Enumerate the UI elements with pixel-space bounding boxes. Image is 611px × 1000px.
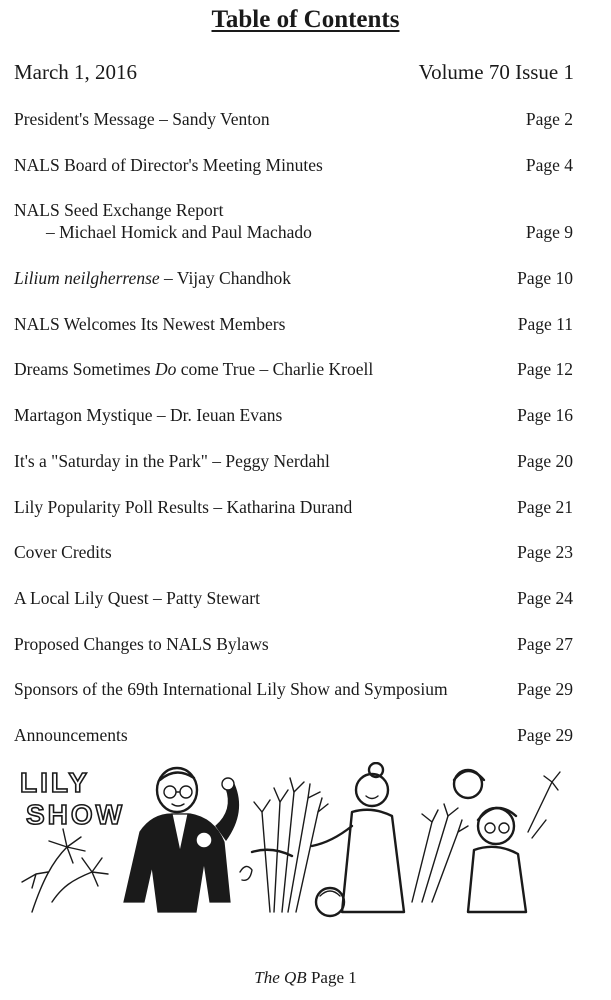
toc-entry-text: – Vijay Chandhok (159, 268, 291, 289)
issue-volume: Volume 70 Issue 1 (418, 60, 574, 84)
toc-entry-italic: Do (154, 359, 177, 380)
toc-entry[interactable] (14, 404, 573, 426)
lily-flowers-left (22, 829, 108, 912)
toc-entry-title (14, 678, 448, 700)
page-footer (0, 968, 611, 988)
toc-entry[interactable] (14, 358, 573, 380)
toc-entry-text: NALS Welcomes Its Newest Members (14, 313, 286, 334)
toc-entry-text: Sponsors of the 69th International Lily Show and Symposium (14, 679, 448, 700)
toc-entry[interactable] (14, 541, 573, 563)
toc-entry-text: NALS Board of Director's Meeting Minutes (14, 154, 323, 175)
lily-show-sign (20, 767, 125, 830)
toc-entry-title (14, 450, 330, 472)
toc-entry[interactable] (14, 678, 573, 700)
toc-entry-text: It's a "Saturday in the Park" – Peggy Nerdahl (14, 450, 330, 471)
man-figure (124, 768, 252, 912)
toc-entry-page: Page 21 (517, 496, 573, 517)
toc-entry[interactable] (14, 633, 573, 655)
toc-entry-italic: Lilium neilgherrense (14, 268, 160, 289)
toc-entry-page: Page 29 (517, 679, 573, 700)
toc-entry-title (14, 633, 269, 655)
toc-entry-page: Page 29 (517, 724, 573, 745)
table-of-contents (14, 108, 573, 770)
toc-entry-page: Page 10 (517, 268, 573, 289)
toc-entry-page: Page 9 (525, 222, 573, 243)
toc-entry-text: come True – Charlie Kroell (176, 359, 374, 380)
publication-name: The QB (254, 968, 307, 987)
toc-entry-text: Lily Popularity Poll Results – Katharina Durand (14, 496, 353, 517)
toc-entry-text: Cover Credits (14, 542, 112, 563)
toc-entry-title (14, 154, 323, 176)
toc-entry-authors: – Michael Homick and Paul Machado (46, 222, 312, 243)
toc-entry[interactable] (14, 199, 573, 243)
sign-line-2: SHOW (26, 799, 126, 830)
toc-entry[interactable] (14, 587, 573, 609)
toc-entry[interactable] (14, 724, 573, 746)
toc-entry-text: Proposed Changes to NALS Bylaws (14, 633, 269, 654)
toc-entry-title (14, 267, 291, 289)
toc-entry-title (14, 404, 282, 426)
toc-entry-page: Page 16 (517, 405, 573, 426)
lily-show-illustration (12, 762, 567, 922)
toc-entry[interactable] (14, 450, 573, 472)
toc-entry-title (14, 724, 128, 746)
toc-entry-page: Page 23 (517, 542, 573, 563)
bouquet-figure (252, 778, 344, 916)
toc-entry-title (14, 587, 260, 609)
toc-entry-page: Page 4 (525, 154, 573, 175)
sign-line-1: LILY (20, 767, 91, 798)
footer-page-number: Page 1 (310, 968, 357, 987)
toc-entry-title (14, 541, 112, 563)
toc-entry-text: Dreams Sometimes (14, 359, 155, 380)
issue-info (14, 60, 574, 85)
toc-entry-page: Page 11 (517, 313, 573, 334)
page-title: Table of Contents (211, 6, 400, 33)
toc-entry-title (14, 358, 373, 380)
toc-entry-page: Page 20 (517, 450, 573, 471)
toc-entry-title (14, 199, 312, 243)
toc-entry-title (14, 496, 352, 518)
toc-entry[interactable] (14, 313, 573, 335)
toc-entry-page: Page 12 (517, 359, 573, 380)
toc-entry[interactable] (14, 108, 573, 130)
toc-entry-text: Announcements (14, 724, 128, 745)
toc-entry-page: Page 24 (517, 587, 573, 608)
toc-entry[interactable] (14, 154, 573, 176)
toc-entry-title (14, 313, 285, 335)
toc-entry-page: Page 27 (517, 633, 573, 654)
toc-entry-text: Martagon Mystique – Dr. Ieuan Evans (14, 405, 283, 426)
issue-date: March 1, 2016 (14, 60, 138, 84)
woman-figures-right (412, 770, 560, 912)
toc-entry-text: NALS Seed Exchange Report (14, 200, 224, 221)
toc-entry-text: President's Message – Sandy Venton (14, 109, 270, 129)
toc-entry-page: Page 2 (525, 109, 573, 129)
toc-entry-text: A Local Lily Quest – Patty Stewart (14, 587, 260, 608)
toc-entry[interactable] (14, 496, 573, 518)
toc-entry-title (14, 108, 270, 130)
toc-entry[interactable] (14, 267, 573, 289)
